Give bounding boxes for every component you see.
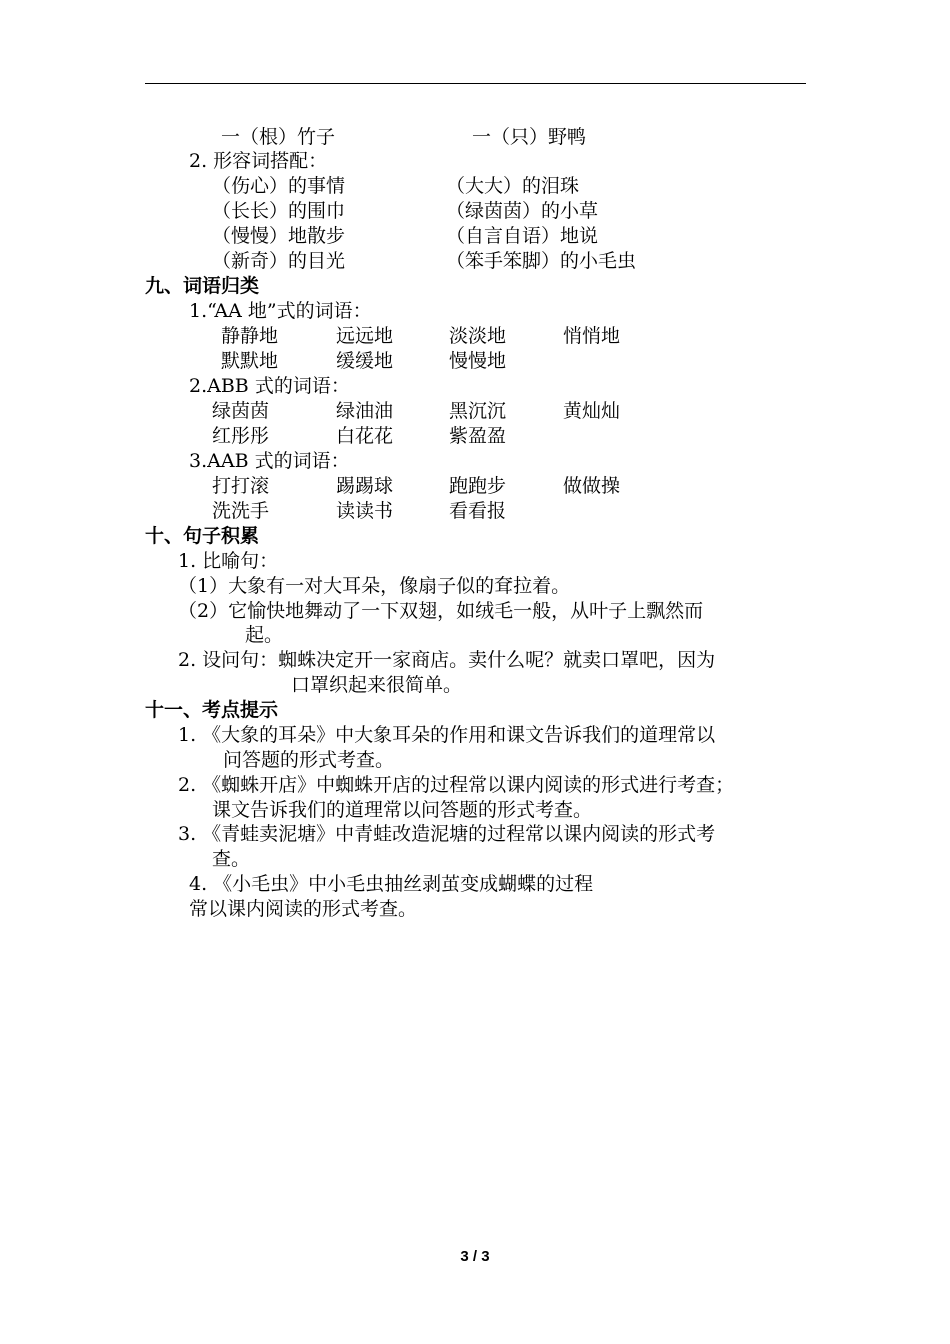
word-item: 洗洗手 — [212, 500, 270, 522]
text-line: 口罩织起来很简单。 — [291, 674, 463, 696]
text-line: （长长）的围巾 — [212, 200, 346, 222]
header-rule — [145, 83, 806, 84]
word-item: 看看报 — [449, 500, 507, 522]
text-line: 查。 — [212, 848, 251, 870]
word-item: 白花花 — [336, 425, 394, 447]
text-line: 2. 形容词搭配： — [189, 150, 328, 172]
word-item: 绿茵茵 — [212, 400, 270, 422]
text-line: 2. 设问句：蜘蛛决定开一家商店。卖什么呢？就卖口罩吧，因为 — [178, 649, 716, 671]
text-line: （慢慢）地散步 — [212, 225, 346, 247]
text-line: （1）大象有一对大耳朵，像扇子似的耷拉着。 — [178, 575, 571, 597]
text-line: 2.ABB 式的词语： — [189, 375, 350, 397]
word-item: 打打滚 — [212, 475, 270, 497]
word-item: 静静地 — [221, 325, 279, 347]
word-item: 慢慢地 — [449, 350, 507, 372]
text-line: 课文告诉我们的道理常以问答题的形式考查。 — [212, 799, 593, 821]
page-number: 3 / 3 — [460, 1248, 490, 1265]
text-line: （2）它愉快地舞动了一下双翅，如绒毛一般，从叶子上飘然而 — [178, 600, 704, 622]
text-line: 一（根）竹子 — [221, 126, 336, 148]
text-line: 常以课内阅读的形式考查。 — [189, 898, 418, 920]
word-item: 黄灿灿 — [563, 400, 621, 422]
text-line: 一（只）野鸭 — [472, 126, 587, 148]
word-item: 默默地 — [221, 350, 279, 372]
word-item: 黑沉沉 — [449, 400, 507, 422]
text-line: 起。 — [245, 624, 284, 646]
word-item: 红彤彤 — [212, 425, 270, 447]
text-line: 1. 《大象的耳朵》中大象耳朵的作用和课文告诉我们的道理常以 — [178, 724, 716, 746]
word-item: 悄悄地 — [563, 325, 621, 347]
text-line: （新奇）的目光 — [212, 250, 346, 272]
text-line: 2. 《蜘蛛开店》中蜘蛛开店的过程常以课内阅读的形式进行考查； — [178, 774, 735, 796]
word-item: 踢踢球 — [336, 475, 394, 497]
word-item: 远远地 — [336, 325, 394, 347]
text-line: 1. 比喻句： — [178, 550, 279, 572]
text-line: （伤心）的事情 — [212, 175, 346, 197]
text-line: 1.“AA 地”式的词语： — [189, 300, 372, 322]
section-heading: 十、句子积累 — [145, 525, 260, 547]
text-line: （大大）的泪珠 — [446, 175, 580, 197]
word-item: 跑跑步 — [449, 475, 507, 497]
text-line: 4. 《小毛虫》中小毛虫抽丝剥茧变成蝴蝶的过程 — [189, 873, 594, 895]
word-item: 紫盈盈 — [449, 425, 507, 447]
text-line: 3. 《青蛙卖泥塘》中青蛙改造泥塘的过程常以课内阅读的形式考 — [178, 823, 716, 845]
word-item: 淡淡地 — [449, 325, 507, 347]
text-line: 问答题的形式考查。 — [223, 749, 395, 771]
word-item: 做做操 — [563, 475, 621, 497]
text-line: （绿茵茵）的小草 — [446, 200, 599, 222]
text-line: （笨手笨脚）的小毛虫 — [446, 250, 637, 272]
section-heading: 十一、考点提示 — [145, 699, 279, 721]
text-line: （自言自语）地说 — [446, 225, 599, 247]
word-item: 缓缓地 — [336, 350, 394, 372]
word-item: 绿油油 — [336, 400, 394, 422]
word-item: 读读书 — [336, 500, 394, 522]
section-heading: 九、词语归类 — [145, 275, 260, 297]
text-line: 3.AAB 式的词语： — [189, 450, 350, 472]
